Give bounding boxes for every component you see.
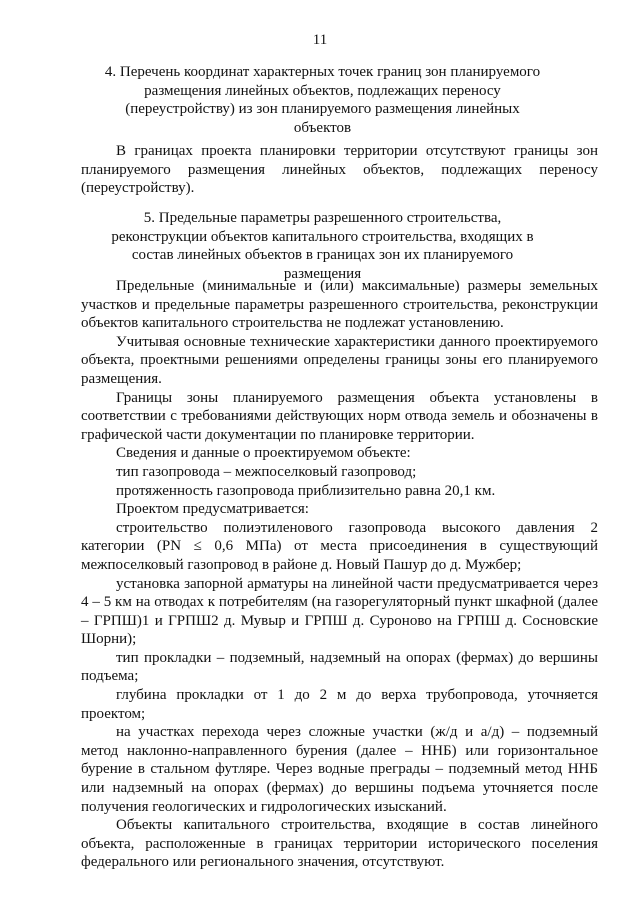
paragraph: тип газопровода – межпоселковый газопровод; — [116, 463, 417, 480]
page-number: 11 — [312, 32, 328, 48]
paragraph: Границы зоны планируемого размещения объекта установлены в соответствии с требованиями действующих норм отвода земель и обозначены в графической части документации по планировке территории. — [81, 389, 598, 443]
paragraph: В границах проекта планировки территории отсутствуют границы зон планируемого размещения линейных объектов, подлежащих переносу (переустройству). — [81, 143, 598, 197]
paragraph: Учитывая основные технические характеристики данного проектируемого объекта, проектными решениями определены границы зоны его планируемого размещения. — [81, 333, 598, 387]
paragraph: протяженность газопровода приблизительно равна 20,1 км. — [116, 482, 496, 499]
section-5-body — [81, 277, 598, 872]
paragraph: установка запорной арматуры на линейной части предусматривается через 4 – 5 км на отводах к потребителям (на газорегуляторный пункт шкафной (далее – ГРПШ)1 и ГРПШ2 д. Мувыр и ГРПШ д. Суроново на ГРПШ д. Сосновские Шорни); — [81, 575, 598, 648]
section-5-heading: 5. Предельные параметры разрешенного строительства, реконструкции объектов капитального строительства, входящих в состав линейных объектов в границах зон их планируемого размещения — [111, 210, 534, 282]
paragraph: строительство полиэтиленового газопровода высокого давления 2 категории (PN ≤ 0,6 МПа) от места присоединения в существующий межпоселковый газопровод в районе д. Новый Пашур до д. Мужбер; — [81, 519, 598, 573]
section-4-heading: 4. Перечень координат характерных точек границ зон планируемого размещения линейных объектов, подлежащих переносу (переустройству) из зон планируемого размещения линейных объектов — [104, 64, 541, 136]
paragraph: тип прокладки – подземный, надземный на опорах (фермах) до вершины подъема; — [81, 649, 598, 685]
paragraph: Сведения и данные о проектируемом объекте: — [116, 445, 411, 462]
section-4-body — [81, 142, 598, 198]
paragraph: на участках перехода через сложные участки (ж/д и а/д) – подземный метод наклонно-направленного бурения (далее – ННБ) или горизонтальное бурение в стальном футляре. Через водные преграды – подземный метод ННБ или надземный на опорах (фермах) до вершины подъема уточняется после получения геологических и гидрологических изысканий. — [81, 724, 598, 815]
paragraph: глубина прокладки от 1 до 2 м до верха трубопровода, уточняется проектом; — [81, 687, 598, 722]
paragraph: Объекты капитального строительства, входящие в состав линейного объекта, расположенные в границах территории исторического поселения федерального или регионального значения, отсутствуют. — [81, 817, 598, 871]
paragraph: Предельные (минимальные и (или) максимальные) размеры земельных участков и предельные параметры разрешенного строительства, реконструкции объектов капитального строительства не подлежат установлению. — [81, 278, 598, 332]
paragraph: Проектом предусматривается: — [116, 501, 309, 518]
